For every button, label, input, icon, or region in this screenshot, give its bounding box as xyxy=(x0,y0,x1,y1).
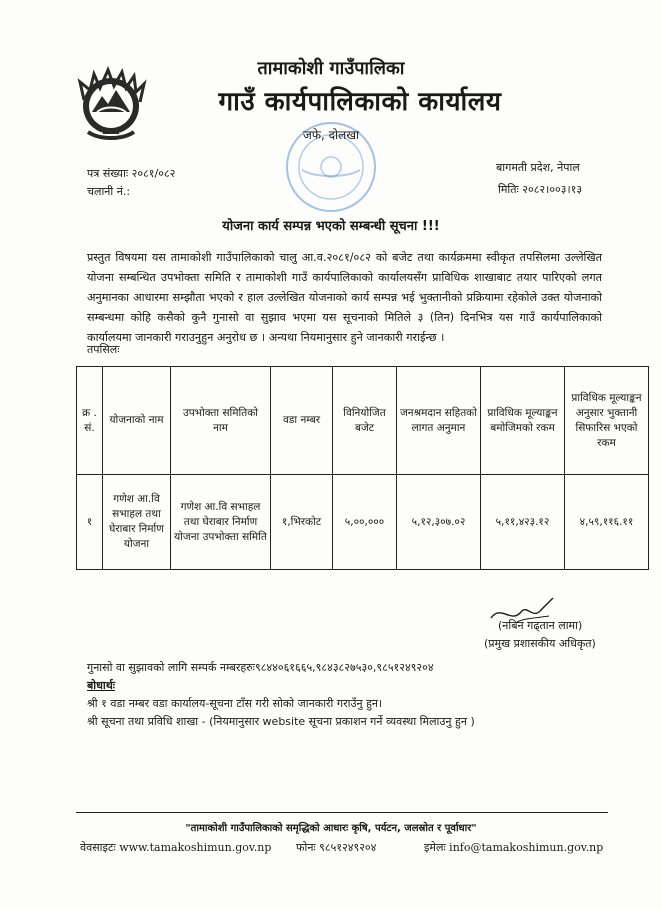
project-table xyxy=(76,366,649,570)
letter-date: मितिः २०८२।००३।१३ xyxy=(498,183,583,196)
office-name: तामाकोशी गाउँपालिका xyxy=(257,58,405,79)
table-cell: ४,५९,११६.११ xyxy=(565,475,649,570)
table-header: प्राविधिक मूल्याङ्कन बमोजिमको रकम xyxy=(481,367,565,475)
table-header: विनियोजित बजेट xyxy=(333,367,397,475)
cc-item: श्री सूचना तथा प्रविधि शाखा - (नियमानुसार website सूचना प्रकाशन गर्ने व्यवस्था मिलाउनु हुन ) xyxy=(87,715,475,728)
table-cell: ५,११,४२३.१२ xyxy=(481,475,565,570)
contact-numbers: गुनासो वा सुझावको लागि सम्पर्क नम्बरहरुः९८४४०६१६६५,९८४३८२७५३०,९८५१२४९२०४ xyxy=(87,661,434,674)
footer-slogan: "तामाकोशी गाउँपालिकाको समृद्धिको आधारः कृषि, पर्यटन, जलस्रोत र पूर्वाधार" xyxy=(185,823,477,834)
cc-item: श्री १ वडा नम्बर वडा कार्यालय-सूचना टाँस गरी सोको जानकारी गराउँनु हुन। xyxy=(87,697,383,710)
tapsil-label: तपसिलः xyxy=(87,343,120,356)
table-cell: १,भिरकोट xyxy=(271,475,333,570)
table-cell: ५,००,००० xyxy=(333,475,397,570)
dispatch-number: चलानी नं.: xyxy=(87,185,131,198)
table-header: वडा नम्बर xyxy=(271,367,333,475)
table-header: प्राविधिक मूल्याङ्कन अनुसार भुक्तानी सिफारिस भएको रकम xyxy=(565,367,649,475)
signatory-title: (प्रमुख प्रशासकीय अधिकृत) xyxy=(484,637,596,650)
footer-website xyxy=(80,840,271,855)
table-header: क्र . सं. xyxy=(77,367,103,475)
footer-email xyxy=(424,840,603,855)
notice-body: प्रस्तुत विषयमा यस तामाकोशी गाउँपालिकाको चालु आ.व.२०८१/०८२ को बजेट तथा कार्यक्रममा स्वीकृत तपसिलमा उल्लेखित योजना सम्बन्धित उपभोक्ता समिति र तामाकोशी गाउँ कार्यपालिकाको कार्यालयसँग प्राविधिक शाखाबाट तयार पारिएको लगत अनुमानका आधारमा सम्झौता भएको र हाल उल्लेखित योजनाको कार्य सम्पन्न भई भुक्तानीको प्रक्रियामा रहेकोले उक्त योजनाको सम्बन्धमा कोहि कसैको कुनै गुनासो वा सुझाव भएमा यस सूचनाको मितिले ३ (तिन) दिनभित्र यस गाउँ कार्यपालिकाको कार्यालयमा जानकारी गराउनुहुन अनुरोध छ । अन्यथा नियमानुसार हुने जानकारी गराईन्छ । xyxy=(87,251,602,344)
office-address: जफे, दोलखा xyxy=(302,128,360,142)
email-link[interactable]: info@tamakoshimun.gov.np xyxy=(449,841,604,854)
signatory-name: (नबिन गढ्तान लामा) xyxy=(498,619,583,632)
table-cell: ५,१२,३०७.०२ xyxy=(397,475,481,570)
table-header: जनश्रमदान सहितको लागत अनुमान xyxy=(397,367,481,475)
footer-divider xyxy=(76,812,608,813)
table-header: उपभोक्ता समितिको नाम xyxy=(171,367,271,475)
province: बागमती प्रदेश, नेपाल xyxy=(496,161,580,174)
email-label: इमेलः xyxy=(424,841,446,854)
bodharth-label: बोधार्थः xyxy=(87,679,115,692)
table-header: योजनाको नाम xyxy=(103,367,171,475)
table-header-row xyxy=(77,367,649,475)
table-row xyxy=(77,475,649,570)
website-label: वेवसाइटः xyxy=(80,841,116,854)
table-cell: गणेश आ.वि सभाहल तथा घेराबार निर्माण योजना xyxy=(103,475,171,570)
table-cell: १ xyxy=(77,475,103,570)
letter-number: पत्र संख्याः २०८१/०८२ xyxy=(87,167,176,180)
office-title: गाउँ कार्यपालिकाको कार्यालय xyxy=(218,87,502,117)
notice-subject: योजना कार्य सम्पन्न भएको सम्बन्धी सूचना !!! xyxy=(222,219,440,234)
table-cell: गणेश आ.वि सभाहल तथा घेराबार निर्माण योजना उपभोक्ता समिति xyxy=(171,475,271,570)
website-link[interactable]: www.tamakoshimun.gov.np xyxy=(119,841,272,854)
footer-phone: फोनः ९८५१२४९२०४ xyxy=(296,841,377,854)
